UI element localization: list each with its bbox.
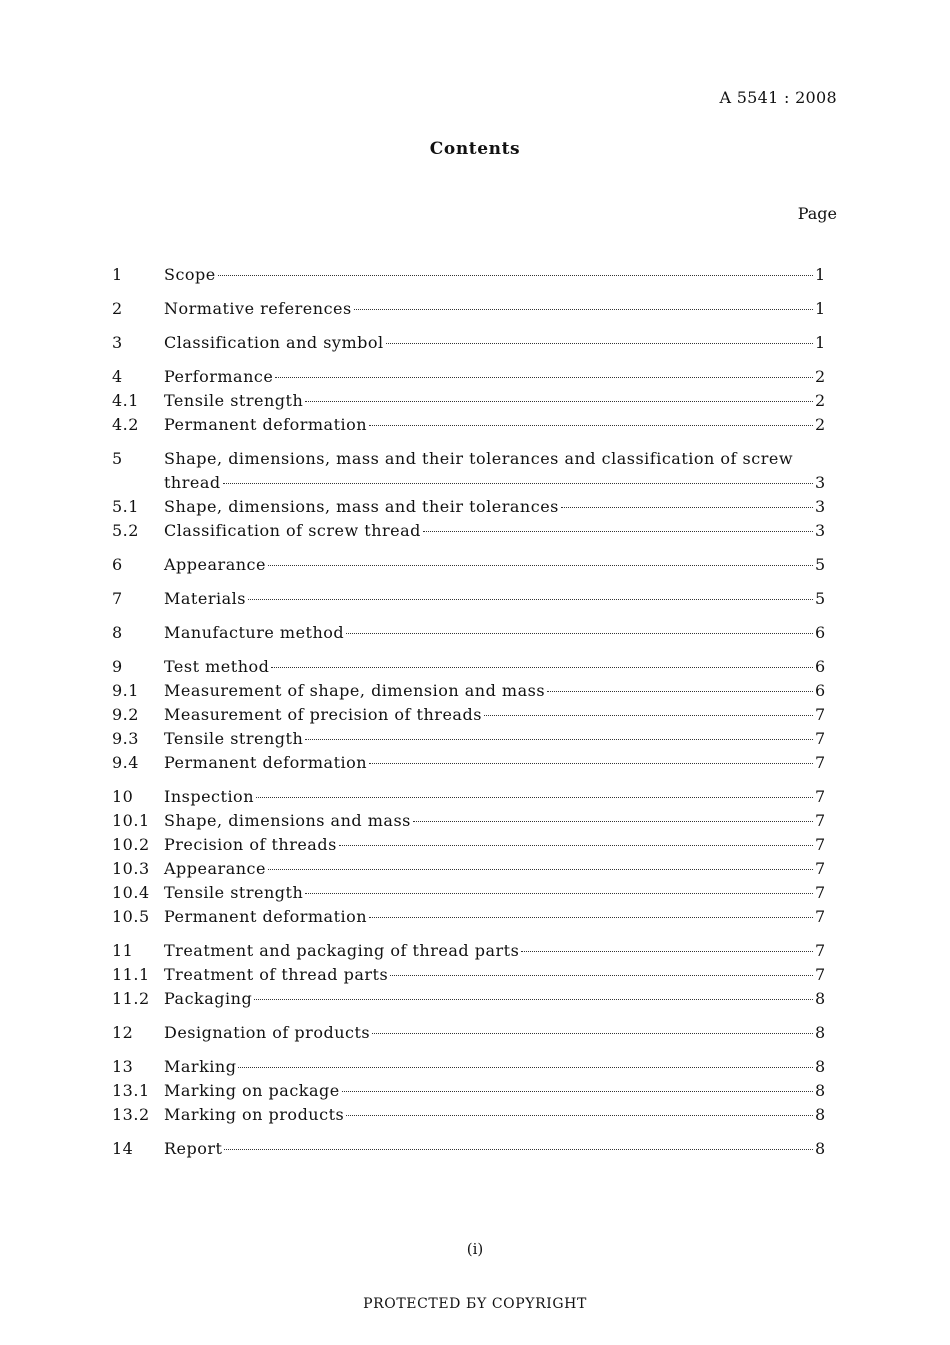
toc-group (112, 1057, 825, 1129)
standard-number: A 5541 : 2008 (719, 88, 837, 107)
toc-entry[interactable] (112, 623, 825, 647)
toc-entry[interactable] (112, 415, 825, 439)
toc-entry[interactable] (112, 473, 825, 497)
toc-entry-number: 5 (112, 449, 123, 468)
dot-leader (223, 483, 813, 484)
toc-entry-number: 10.3 (112, 859, 150, 878)
dot-leader (561, 507, 813, 508)
toc-entry-title: Treatment of thread parts (164, 965, 389, 984)
dot-leader (484, 715, 813, 716)
toc-entry[interactable] (112, 681, 825, 705)
dot-leader (390, 975, 813, 976)
toc-entry-page: 3 (815, 521, 826, 540)
toc-entry[interactable] (112, 941, 825, 965)
dot-leader (369, 425, 813, 426)
copyright-notice: PROTECTED БY COPYRIGHT (363, 1296, 587, 1312)
toc-entry-title: Classification of screw thread (164, 521, 421, 540)
toc-entry-title: Precision of threads (164, 835, 337, 854)
toc-entry-page: 8 (815, 1057, 826, 1076)
dot-leader (218, 275, 813, 276)
toc-entry-page: 7 (815, 907, 826, 926)
toc-entry[interactable] (112, 859, 825, 883)
toc-entry-page: 8 (815, 989, 826, 1008)
toc-entry-title: Designation of products (164, 1023, 371, 1042)
toc-group (112, 1023, 825, 1047)
toc-entry-title: Measurement of precision of threads (164, 705, 482, 724)
toc-entry-page: 7 (815, 883, 826, 902)
toc-entry[interactable] (112, 521, 825, 545)
toc-entry-page: 1 (815, 265, 826, 284)
toc-group (112, 657, 825, 777)
toc-entry-page: 7 (815, 835, 826, 854)
toc-entry[interactable] (112, 883, 825, 907)
dot-leader (346, 1115, 813, 1116)
toc-entry-page: 6 (815, 657, 826, 676)
toc-entry[interactable] (112, 589, 825, 613)
dot-leader (339, 845, 813, 846)
toc-entry-number: 13.1 (112, 1081, 150, 1100)
toc-entry-page: 2 (815, 367, 826, 386)
toc-entry-page: 8 (815, 1023, 826, 1042)
toc-entry-title: Materials (164, 589, 246, 608)
toc-entry-page: 3 (815, 497, 826, 516)
dot-leader (268, 565, 813, 566)
toc-entry-page: 2 (815, 391, 826, 410)
toc-entry-page: 7 (815, 729, 826, 748)
page-title: Contents (429, 139, 521, 159)
toc-entry-title: Performance (164, 367, 274, 386)
toc-group (112, 555, 825, 579)
dot-leader (521, 951, 813, 952)
toc-entry[interactable] (112, 555, 825, 579)
toc-entry-title: Classification and symbol (164, 333, 384, 352)
toc-entry-number: 10.4 (112, 883, 150, 902)
footer-page-number: (i) (466, 1240, 484, 1258)
toc-entry-page: 7 (815, 965, 826, 984)
toc-entry-page: 5 (815, 555, 826, 574)
toc-entry-number: 10.2 (112, 835, 150, 854)
toc-entry-title: Inspection (164, 787, 254, 806)
toc-entry-title: Marking (164, 1057, 237, 1076)
toc-entry[interactable] (112, 1081, 825, 1105)
toc-entry[interactable] (112, 1023, 825, 1047)
toc-entry-page: 7 (815, 753, 826, 772)
dot-leader (305, 893, 813, 894)
toc-entry-title: Marking on package (164, 1081, 340, 1100)
toc-entry-title: Permanent deformation (164, 753, 368, 772)
toc-group (112, 265, 825, 289)
toc-entry-number: 9.2 (112, 705, 139, 724)
toc-entry-number: 5.1 (112, 497, 139, 516)
toc-entry-number: 4.1 (112, 391, 139, 410)
toc-entry-number: 9 (112, 657, 123, 676)
toc-entry[interactable] (112, 391, 825, 415)
dot-leader (248, 599, 813, 600)
toc-entry[interactable] (112, 333, 825, 357)
toc-entry-number: 4.2 (112, 415, 139, 434)
page-column-label: Page (797, 204, 837, 223)
toc-entry-page: 7 (815, 941, 826, 960)
toc-entry-title: Shape, dimensions and mass (164, 811, 411, 830)
dot-leader (256, 797, 813, 798)
toc-entry-number: 11.1 (112, 965, 150, 984)
toc-entry-number: 13.2 (112, 1105, 150, 1124)
toc-entry-number: 3 (112, 333, 123, 352)
toc-entry-number: 5.2 (112, 521, 139, 540)
toc-group (112, 449, 825, 545)
toc-group (112, 333, 825, 357)
toc-entry-title: Tensile strength (164, 883, 304, 902)
toc-group (112, 1139, 825, 1163)
toc-entry-page: 8 (815, 1081, 826, 1100)
toc-entry[interactable] (112, 811, 825, 835)
toc-entry-title: Scope (164, 265, 216, 284)
toc-entry-page: 8 (815, 1105, 826, 1124)
toc-entry-title: Marking on products (164, 1105, 345, 1124)
toc-entry-number: 9.3 (112, 729, 139, 748)
toc-entry-number: 1 (112, 265, 123, 284)
dot-leader (547, 691, 813, 692)
toc-entry-number: 11 (112, 941, 134, 960)
toc-entry-title: Appearance (164, 555, 266, 574)
toc-entry[interactable] (112, 497, 825, 521)
toc-entry-number: 10 (112, 787, 134, 806)
toc-entry-number: 8 (112, 623, 123, 642)
dot-leader (369, 917, 813, 918)
dot-leader (238, 1067, 813, 1068)
toc-group (112, 623, 825, 647)
toc-entry[interactable] (112, 835, 825, 859)
toc-entry-page: 1 (815, 333, 826, 352)
toc-entry-number: 12 (112, 1023, 134, 1042)
toc-entry-page: 7 (815, 705, 826, 724)
toc-entry-page: 3 (815, 473, 826, 492)
dot-leader (342, 1091, 813, 1092)
toc-entry[interactable] (112, 705, 825, 729)
toc-entry-number: 4 (112, 367, 123, 386)
toc-entry-number: 13 (112, 1057, 134, 1076)
dot-leader (305, 401, 813, 402)
toc-group (112, 941, 825, 1013)
dot-leader (372, 1033, 813, 1034)
toc-entry-number: 10.1 (112, 811, 150, 830)
table-of-contents (112, 265, 825, 1173)
toc-entry-title: Shape, dimensions, mass and their tolerances and classification of screw (164, 449, 794, 468)
dot-leader (423, 531, 813, 532)
dot-leader (386, 343, 813, 344)
toc-entry-page: 6 (815, 623, 826, 642)
toc-entry[interactable] (112, 1139, 825, 1163)
toc-entry-number: 11.2 (112, 989, 150, 1008)
toc-entry-title: Measurement of shape, dimension and mass (164, 681, 546, 700)
toc-entry-title: Tensile strength (164, 729, 304, 748)
toc-entry[interactable] (112, 367, 825, 391)
toc-entry-title: Shape, dimensions, mass and their tolerances (164, 497, 559, 516)
toc-entry[interactable] (112, 907, 825, 931)
toc-entry[interactable] (112, 449, 825, 473)
toc-entry-title: thread (164, 473, 221, 492)
toc-entry-title: Permanent deformation (164, 415, 368, 434)
dot-leader (268, 869, 813, 870)
toc-entry-page: 1 (815, 299, 826, 318)
toc-entry-page: 7 (815, 859, 826, 878)
toc-entry-title: Appearance (164, 859, 266, 878)
toc-entry-number: 9.4 (112, 753, 139, 772)
dot-leader (346, 633, 813, 634)
toc-entry[interactable] (112, 265, 825, 289)
toc-entry[interactable] (112, 787, 825, 811)
toc-entry-title: Report (164, 1139, 223, 1158)
toc-entry-title: Manufacture method (164, 623, 345, 642)
toc-entry-title: Normative references (164, 299, 352, 318)
dot-leader (305, 739, 813, 740)
toc-entry-number: 10.5 (112, 907, 150, 926)
toc-entry-title: Tensile strength (164, 391, 304, 410)
toc-entry[interactable] (112, 989, 825, 1013)
dot-leader (413, 821, 813, 822)
toc-entry-page: 7 (815, 811, 826, 830)
toc-entry-title: Packaging (164, 989, 253, 1008)
toc-entry[interactable] (112, 1057, 825, 1081)
toc-entry[interactable] (112, 299, 825, 323)
toc-entry-page: 2 (815, 415, 826, 434)
dot-leader (271, 667, 813, 668)
toc-entry-page: 7 (815, 787, 826, 806)
toc-entry[interactable] (112, 965, 825, 989)
toc-entry[interactable] (112, 1105, 825, 1129)
dot-leader (275, 377, 813, 378)
toc-group (112, 299, 825, 323)
toc-entry[interactable] (112, 657, 825, 681)
toc-entry-page: 8 (815, 1139, 826, 1158)
toc-entry[interactable] (112, 729, 825, 753)
dot-leader (369, 763, 813, 764)
toc-entry-number: 9.1 (112, 681, 139, 700)
toc-entry-page: 5 (815, 589, 826, 608)
toc-entry-title: Treatment and packaging of thread parts (164, 941, 520, 960)
toc-entry-page: 6 (815, 681, 826, 700)
dot-leader (254, 999, 813, 1000)
dot-leader (224, 1149, 813, 1150)
toc-entry-number: 14 (112, 1139, 134, 1158)
toc-entry-number: 6 (112, 555, 123, 574)
toc-entry[interactable] (112, 753, 825, 777)
toc-entry-title: Permanent deformation (164, 907, 368, 926)
toc-group (112, 787, 825, 931)
toc-entry-title: Test method (164, 657, 270, 676)
toc-entry-number: 2 (112, 299, 123, 318)
toc-entry-number: 7 (112, 589, 123, 608)
dot-leader (354, 309, 813, 310)
toc-group (112, 367, 825, 439)
toc-group (112, 589, 825, 613)
